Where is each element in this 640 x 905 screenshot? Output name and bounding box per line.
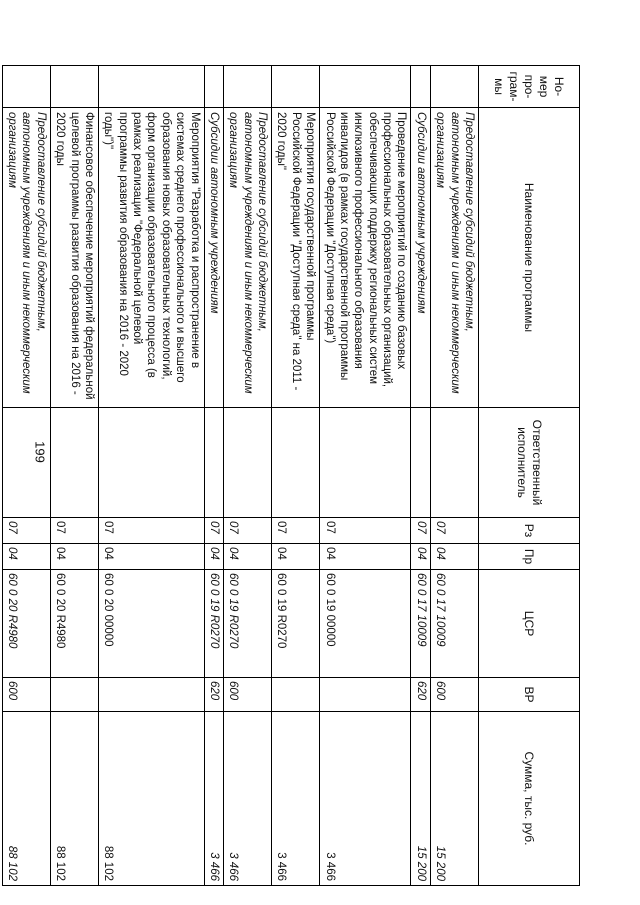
cell-rz: 07	[99, 518, 205, 544]
header-pr: Пр	[479, 544, 580, 570]
cell-pr: 04	[50, 544, 98, 570]
cell-rz: 07	[430, 518, 478, 544]
cell-csr: 60 0 20 R4980	[2, 570, 50, 678]
cell-vr: 600	[2, 678, 50, 712]
cell-executor	[2, 408, 50, 518]
cell-program-name: Финансовое обеспечение мероприятий федеральной целевой программы развития образования на 2016 - 2020 годы	[50, 108, 98, 408]
cell-program-number	[50, 66, 98, 108]
cell-csr: 60 0 19 R0270	[224, 570, 272, 678]
cell-program-number	[320, 66, 411, 108]
cell-vr	[50, 678, 98, 712]
table-row	[411, 66, 430, 886]
cell-vr	[99, 678, 205, 712]
cell-pr: 04	[2, 544, 50, 570]
cell-program-number	[2, 66, 50, 108]
cell-program-number	[272, 66, 320, 108]
cell-sum: 88 102	[50, 712, 98, 886]
table-body	[2, 66, 478, 886]
header-program-name: Наименование программы	[479, 108, 580, 408]
cell-rz: 07	[320, 518, 411, 544]
cell-sum: 3 466	[204, 712, 223, 886]
cell-program-number	[430, 66, 478, 108]
cell-executor	[50, 408, 98, 518]
cell-pr: 04	[430, 544, 478, 570]
cell-executor	[99, 408, 205, 518]
cell-csr: 60 0 17 10009	[430, 570, 478, 678]
cell-sum: 88 102	[99, 712, 205, 886]
cell-pr: 04	[224, 544, 272, 570]
cell-sum: 3 466	[272, 712, 320, 886]
cell-pr: 04	[99, 544, 205, 570]
cell-vr: 620	[204, 678, 223, 712]
table-row	[99, 66, 205, 886]
header-rz: Рз	[479, 518, 580, 544]
header-executor: Ответственный исполнитель	[479, 408, 580, 518]
cell-sum: 15 200	[411, 712, 430, 886]
header-csr: ЦСР	[479, 570, 580, 678]
cell-executor	[204, 408, 223, 518]
cell-executor	[320, 408, 411, 518]
cell-program-name: Мероприятия "Разработка и распространение в системах среднего профессионального и высшего образования новых образовательных технологий, форм организации образовательного процесса (в рамках реализации "Федеральной целевой программы развития образования на 2016 - 2020 годы")"	[99, 108, 205, 408]
cell-csr: 60 0 20 00000	[99, 570, 205, 678]
table-row	[50, 66, 98, 886]
table-row	[320, 66, 411, 886]
cell-executor	[272, 408, 320, 518]
table-row	[430, 66, 478, 886]
cell-program-number	[411, 66, 430, 108]
cell-program-name: Субсидии автономным учреждениям	[411, 108, 430, 408]
cell-sum: 3 466	[224, 712, 272, 886]
table-row	[224, 66, 272, 886]
cell-vr: 600	[224, 678, 272, 712]
cell-executor	[430, 408, 478, 518]
cell-sum: 3 466	[320, 712, 411, 886]
cell-executor	[411, 408, 430, 518]
cell-program-name: Мероприятия государственной программы Российской Федерации "Доступная среда" на 2011 - 2020 годы"	[272, 108, 320, 408]
cell-rz: 07	[204, 518, 223, 544]
cell-vr	[272, 678, 320, 712]
cell-pr: 04	[204, 544, 223, 570]
budget-table	[2, 65, 580, 886]
cell-pr: 04	[272, 544, 320, 570]
cell-program-name: Предоставление субсидий бюджетным, автономным учреждениям и иным некоммерческим организациям	[2, 108, 50, 408]
header-sum: Сумма, тыс. руб.	[479, 712, 580, 886]
cell-vr: 600	[430, 678, 478, 712]
table-row	[2, 66, 50, 886]
cell-rz: 07	[2, 518, 50, 544]
cell-program-number	[224, 66, 272, 108]
cell-sum: 88 102	[2, 712, 50, 886]
cell-program-name: Субсидии автономным учреждениям	[204, 108, 223, 408]
cell-executor	[224, 408, 272, 518]
cell-vr	[320, 678, 411, 712]
cell-csr: 60 0 17 10009	[411, 570, 430, 678]
cell-program-number	[204, 66, 223, 108]
cell-csr: 60 0 19 R0270	[204, 570, 223, 678]
cell-program-name: Предоставление субсидий бюджетным, автономным учреждениям и иным некоммерческим организациям	[224, 108, 272, 408]
cell-sum: 15 200	[430, 712, 478, 886]
cell-program-name: Проведение мероприятий по созданию базовых профессиональных образовательных организаций, обеспечивающих поддержку региональных систем инклюзивного профессионального образования инвалидов (в рамках государственной программы Российской Федерации "Доступная среда")	[320, 108, 411, 408]
cell-rz: 07	[224, 518, 272, 544]
cell-vr: 620	[411, 678, 430, 712]
table-row	[204, 66, 223, 886]
cell-rz: 07	[272, 518, 320, 544]
cell-program-number	[99, 66, 205, 108]
page-number: 199	[32, 441, 48, 463]
header-vr: ВР	[479, 678, 580, 712]
cell-rz: 07	[411, 518, 430, 544]
cell-csr: 60 0 19 R0270	[272, 570, 320, 678]
cell-rz: 07	[50, 518, 98, 544]
cell-csr: 60 0 19 00000	[320, 570, 411, 678]
header-row	[479, 66, 580, 886]
header-program-number: Но-мер про-грам-мы	[479, 66, 580, 108]
cell-pr: 04	[411, 544, 430, 570]
cell-program-name: Предоставление субсидий бюджетным, автономным учреждениям и иным некоммерческим организациям	[430, 108, 478, 408]
cell-pr: 04	[320, 544, 411, 570]
cell-csr: 60 0 20 R4980	[50, 570, 98, 678]
table-row	[272, 66, 320, 886]
